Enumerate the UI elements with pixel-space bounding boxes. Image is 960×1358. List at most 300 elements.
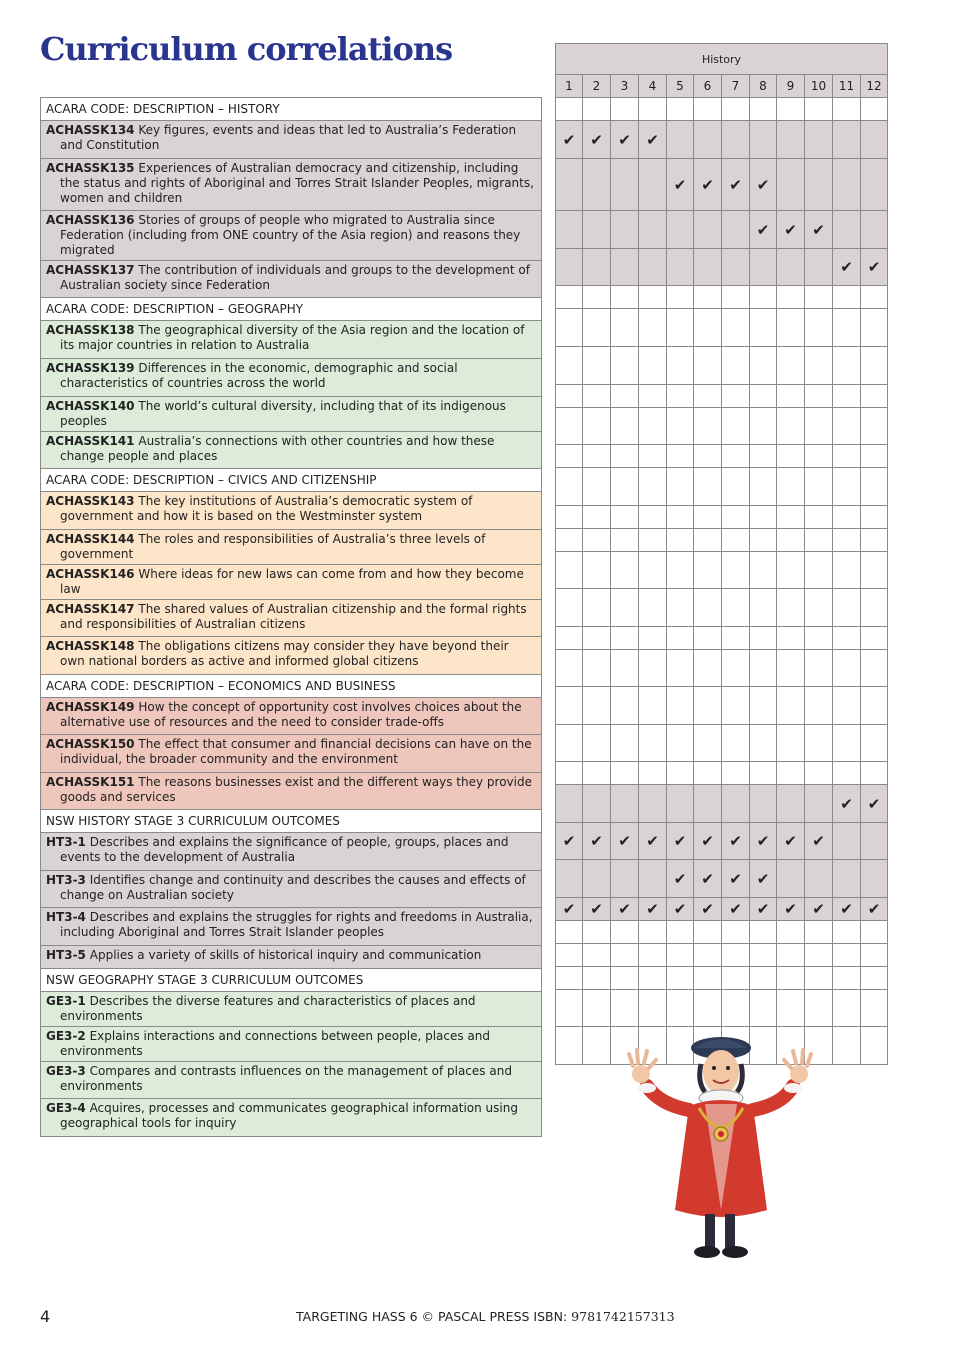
mayor-illustration [625, 1034, 815, 1264]
checklist-cell [556, 445, 583, 468]
section-header-row [41, 675, 542, 698]
outcome-description [46, 639, 537, 669]
check-mark-icon: ✔ [562, 832, 576, 850]
checklist-cell [556, 627, 583, 650]
checklist-row [556, 552, 888, 589]
outcome-description [46, 948, 537, 963]
activity-checklist-grid [555, 43, 888, 1065]
checklist-row [556, 121, 888, 159]
check-mark-icon: ✔ [590, 832, 603, 850]
checklist-cell [833, 921, 861, 944]
checklist-cell [777, 627, 805, 650]
checklist-cell [639, 385, 667, 408]
outcome-cell [41, 833, 542, 871]
check-mark-icon: ✔ [867, 900, 881, 918]
checklist-cell [611, 552, 639, 589]
checklist-cell [722, 589, 750, 627]
checklist-cell [750, 211, 777, 249]
checklist-cell [694, 309, 722, 347]
section-header-text: NSW GEOGRAPHY STAGE 3 CURRICULUM OUTCOMES [46, 972, 364, 987]
check-mark-icon: ✔ [840, 258, 853, 276]
checklist-cell [722, 860, 750, 898]
checklist-cell [750, 650, 777, 687]
check-mark-icon: ✔ [729, 869, 742, 888]
checklist-cell [611, 385, 639, 408]
outcome-description [46, 910, 537, 940]
checklist-cell [750, 98, 777, 121]
checklist-cell [861, 552, 888, 589]
section-header-row [41, 298, 542, 321]
checklist-cell [833, 529, 861, 552]
check-mark-icon: ✔ [784, 832, 797, 850]
checklist-cell [611, 860, 639, 898]
checklist-cell [611, 529, 639, 552]
checklist-cell [805, 385, 833, 408]
checklist-cell [777, 589, 805, 627]
checklist-cell [694, 785, 722, 823]
checklist-cell [833, 408, 861, 445]
checklist-cell [556, 249, 583, 286]
checklist-cell [777, 860, 805, 898]
section-header-row [41, 469, 542, 492]
grid-column-number: 2 [583, 75, 611, 98]
checklist-cell [805, 552, 833, 589]
outcome-text: Describes and explains the struggles for rights and freedoms in Australia, including Aboriginal and Torres Strait Islander peoples [60, 910, 533, 939]
checklist-cell [777, 967, 805, 990]
outcome-description [46, 213, 537, 258]
checklist-cell [556, 506, 583, 529]
grid-column-number: 10 [805, 75, 833, 98]
checklist-cell [750, 921, 777, 944]
checklist-cell [639, 762, 667, 785]
check-mark-icon: ✔ [840, 900, 853, 918]
checklist-cell [722, 650, 750, 687]
curriculum-descriptions-table [40, 97, 542, 1137]
outcome-text: Differences in the economic, demographic and social characteristics of countries across the world [60, 361, 458, 390]
checklist-cell [750, 762, 777, 785]
checklist-cell [611, 211, 639, 249]
outcome-row [41, 1027, 542, 1062]
checklist-cell [611, 823, 639, 860]
checklist-cell [639, 860, 667, 898]
checklist-cell [861, 967, 888, 990]
checklist-cell [861, 650, 888, 687]
checklist-cell [833, 98, 861, 121]
checklist-cell [777, 687, 805, 725]
checklist-cell [750, 468, 777, 506]
checklist-cell [556, 823, 583, 860]
checklist-cell [861, 589, 888, 627]
checklist-cell [861, 921, 888, 944]
checklist-cell [639, 921, 667, 944]
checklist-cell [777, 529, 805, 552]
grid-group-label: History [556, 44, 888, 75]
outcome-code: ACHASSK144 [46, 532, 135, 546]
outcome-description [46, 1101, 537, 1131]
checklist-cell [556, 762, 583, 785]
checklist-row [556, 650, 888, 687]
checklist-cell [694, 121, 722, 159]
checklist-cell [611, 445, 639, 468]
checklist-cell [583, 589, 611, 627]
outcome-code: GE3-3 [46, 1064, 86, 1078]
outcome-description [46, 323, 537, 353]
checklist-cell [694, 944, 722, 967]
outcome-text: The shared values of Australian citizenship and the formal rights and responsibilities of Australian citizens [60, 602, 527, 631]
checklist-cell [861, 990, 888, 1027]
section-header-cell [41, 98, 542, 121]
checklist-cell [722, 552, 750, 589]
checklist-cell [861, 687, 888, 725]
checklist-cell [833, 589, 861, 627]
outcome-cell [41, 698, 542, 735]
check-mark-icon: ✔ [646, 900, 659, 918]
checklist-cell [694, 898, 722, 921]
checklist-cell [861, 898, 888, 921]
outcome-description [46, 994, 537, 1024]
checklist-cell [833, 1027, 861, 1065]
checklist-cell [667, 309, 694, 347]
checklist-cell [639, 98, 667, 121]
outcome-row [41, 359, 542, 397]
check-mark-icon: ✔ [701, 175, 714, 194]
outcome-text: Identifies change and continuity and describes the causes and effects of change on Australian society [60, 873, 526, 902]
outcome-description [46, 567, 537, 597]
checklist-cell [583, 98, 611, 121]
checklist-cell [639, 898, 667, 921]
checklist-cell [750, 725, 777, 762]
checklist-cell [667, 506, 694, 529]
checklist-cell [667, 98, 694, 121]
checklist-cell [833, 762, 861, 785]
checklist-cell [556, 408, 583, 445]
checklist-cell [556, 121, 583, 159]
checklist-cell [667, 249, 694, 286]
check-mark-icon: ✔ [840, 794, 853, 813]
outcome-code: ACHASSK140 [46, 399, 135, 413]
checklist-cell [833, 823, 861, 860]
checklist-cell [833, 944, 861, 967]
outcome-row [41, 992, 542, 1027]
outcome-description [46, 123, 537, 153]
checklist-cell [694, 347, 722, 385]
checklist-cell [750, 589, 777, 627]
checklist-cell [777, 445, 805, 468]
checklist-cell [611, 159, 639, 211]
outcome-row [41, 121, 542, 159]
checklist-cell [667, 687, 694, 725]
checklist-cell [639, 286, 667, 309]
checklist-cell [833, 552, 861, 589]
checklist-cell [805, 627, 833, 650]
checklist-cell [583, 990, 611, 1027]
checklist-cell [833, 211, 861, 249]
checklist-cell [556, 589, 583, 627]
checklist-cell [639, 211, 667, 249]
outcome-code: GE3-2 [46, 1029, 86, 1043]
checklist-row [556, 385, 888, 408]
outcome-text: Compares and contrasts influences on the management of places and environments [60, 1064, 512, 1093]
checklist-cell [861, 347, 888, 385]
checklist-cell [694, 627, 722, 650]
check-mark-icon: ✔ [756, 832, 770, 850]
checklist-cell [861, 529, 888, 552]
outcome-code: ACHASSK150 [46, 737, 135, 751]
outcome-row [41, 600, 542, 637]
checklist-cell [583, 650, 611, 687]
checklist-cell [777, 990, 805, 1027]
outcome-code: ACHASSK139 [46, 361, 135, 375]
checklist-cell [667, 785, 694, 823]
checklist-cell [556, 967, 583, 990]
checklist-cell [611, 98, 639, 121]
checklist-cell [777, 785, 805, 823]
checklist-cell [639, 506, 667, 529]
checklist-cell [667, 823, 694, 860]
checklist-cell [722, 159, 750, 211]
checklist-cell [556, 552, 583, 589]
outcome-row [41, 1099, 542, 1137]
outcome-cell [41, 261, 542, 298]
section-header-text: ACARA CODE: DESCRIPTION – ECONOMICS AND BUSINESS [46, 678, 396, 693]
checklist-cell [639, 967, 667, 990]
checklist-cell [667, 347, 694, 385]
checklist-cell [556, 159, 583, 211]
section-header-text: ACARA CODE: DESCRIPTION – GEOGRAPHY [46, 301, 304, 316]
checklist-cell [556, 347, 583, 385]
footer-text: TARGETING HASS 6 © PASCAL PRESS ISBN: [296, 1309, 568, 1324]
outcome-text: Acquires, processes and communicates geographical information using geographical tools for inquiry [60, 1101, 518, 1130]
outcome-cell [41, 565, 542, 600]
outcome-row [41, 698, 542, 735]
checklist-row [556, 967, 888, 990]
outcome-description [46, 263, 537, 293]
outcome-row [41, 637, 542, 675]
page-number: 4 [40, 1307, 51, 1326]
checklist-row [556, 408, 888, 445]
checklist-cell [667, 445, 694, 468]
checklist-cell [750, 347, 777, 385]
outcome-cell [41, 359, 542, 397]
outcome-description [46, 737, 537, 767]
checklist-cell [583, 159, 611, 211]
outcome-description [46, 361, 537, 391]
checklist-cell [611, 121, 639, 159]
checklist-cell [722, 468, 750, 506]
checklist-cell [722, 249, 750, 286]
checklist-cell [611, 785, 639, 823]
checklist-cell [583, 249, 611, 286]
checklist-cell [722, 627, 750, 650]
checklist-cell [861, 408, 888, 445]
checklist-cell [833, 286, 861, 309]
checklist-cell [556, 1027, 583, 1065]
outcome-description [46, 835, 537, 865]
checklist-cell [694, 408, 722, 445]
outcome-cell [41, 773, 542, 810]
check-mark-icon: ✔ [618, 900, 631, 918]
checklist-cell [667, 529, 694, 552]
checklist-cell [722, 385, 750, 408]
checklist-cell [611, 589, 639, 627]
checklist-cell [777, 552, 805, 589]
outcome-row [41, 833, 542, 871]
grid-column-number: 8 [750, 75, 777, 98]
checklist-cell [583, 408, 611, 445]
checklist-cell [777, 249, 805, 286]
checklist-cell [639, 445, 667, 468]
checklist-cell [694, 286, 722, 309]
checklist-cell [667, 860, 694, 898]
checklist-cell [750, 687, 777, 725]
checklist-cell [833, 159, 861, 211]
checklist-cell [750, 529, 777, 552]
outcome-cell [41, 530, 542, 565]
checklist-cell [583, 309, 611, 347]
checklist-cell [722, 347, 750, 385]
outcome-cell [41, 946, 542, 969]
checklist-cell [805, 468, 833, 506]
checklist-cell [805, 309, 833, 347]
checklist-cell [722, 211, 750, 249]
checklist-row [556, 725, 888, 762]
checklist-cell [861, 468, 888, 506]
outcome-code: GE3-4 [46, 1101, 86, 1115]
checklist-cell [611, 627, 639, 650]
outcome-text: Describes the diverse features and characteristics of places and environments [60, 994, 476, 1023]
checklist-cell [777, 506, 805, 529]
checklist-cell [583, 286, 611, 309]
outcome-row [41, 735, 542, 773]
check-mark-icon: ✔ [618, 130, 631, 149]
checklist-cell [583, 121, 611, 159]
checklist-cell [583, 627, 611, 650]
outcome-text: Australia’s connections with other countries and how these change people and places [60, 434, 495, 463]
checklist-cell [805, 589, 833, 627]
checklist-cell [694, 860, 722, 898]
checklist-cell [583, 468, 611, 506]
checklist-cell [722, 286, 750, 309]
checklist-row [556, 990, 888, 1027]
section-header-cell [41, 969, 542, 992]
outcome-description [46, 1029, 537, 1059]
checklist-row [556, 627, 888, 650]
checklist-cell [583, 385, 611, 408]
checklist-cell [750, 445, 777, 468]
outcome-text: The obligations citizens may consider they have beyond their own national borders as active and informed global citizens [60, 639, 509, 668]
checklist-cell [611, 286, 639, 309]
checklist-cell [861, 823, 888, 860]
checklist-cell [667, 650, 694, 687]
checklist-cell [694, 159, 722, 211]
checklist-cell [639, 589, 667, 627]
checklist-cell [722, 898, 750, 921]
checklist-cell [861, 860, 888, 898]
checklist-cell [583, 898, 611, 921]
checklist-cell [611, 898, 639, 921]
outcome-description [46, 700, 537, 730]
checklist-cell [694, 967, 722, 990]
checklist-row [556, 687, 888, 725]
grid-column-number: 12 [861, 75, 888, 98]
checklist-cell [667, 589, 694, 627]
outcome-text: The reasons businesses exist and the different ways they provide goods and services [60, 775, 532, 804]
checklist-row [556, 506, 888, 529]
checklist-cell [861, 785, 888, 823]
checklist-cell [556, 286, 583, 309]
checklist-body [556, 44, 888, 1065]
grid-column-number: 3 [611, 75, 639, 98]
checklist-cell [722, 506, 750, 529]
checklist-cell [750, 627, 777, 650]
grid-column-number: 6 [694, 75, 722, 98]
checklist-cell [556, 529, 583, 552]
outcome-text: Key figures, events and ideas that led to Australia’s Federation and Constitution [60, 123, 517, 152]
checklist-cell [833, 347, 861, 385]
checklist-cell [694, 385, 722, 408]
checklist-cell [639, 944, 667, 967]
checklist-cell [694, 529, 722, 552]
outcome-code: HT3-5 [46, 948, 86, 962]
checklist-cell [861, 506, 888, 529]
outcome-cell [41, 397, 542, 432]
checklist-cell [833, 725, 861, 762]
outcome-description [46, 161, 537, 206]
check-mark-icon: ✔ [590, 130, 603, 149]
outcome-cell [41, 321, 542, 359]
checklist-row [556, 98, 888, 121]
checklist-cell [722, 408, 750, 445]
checklist-cell [583, 762, 611, 785]
checklist-cell [611, 687, 639, 725]
check-mark-icon: ✔ [701, 832, 714, 850]
checklist-row [556, 286, 888, 309]
checklist-cell [583, 785, 611, 823]
checklist-cell [722, 762, 750, 785]
checklist-cell [556, 725, 583, 762]
checklist-row [556, 898, 888, 921]
checklist-cell [805, 286, 833, 309]
checklist-row [556, 860, 888, 898]
checklist-cell [639, 309, 667, 347]
checklist-cell [805, 944, 833, 967]
section-header-text: ACARA CODE: DESCRIPTION – CIVICS AND CITIZENSHIP [46, 472, 377, 487]
checklist-cell [611, 650, 639, 687]
outcome-row [41, 908, 542, 946]
checklist-cell [722, 445, 750, 468]
outcome-cell [41, 211, 542, 261]
outcome-cell [41, 1099, 542, 1137]
outcome-code: ACHASSK135 [46, 161, 135, 175]
outcome-code: ACHASSK137 [46, 263, 135, 277]
checklist-cell [805, 650, 833, 687]
outcome-row [41, 871, 542, 908]
checklist-cell [833, 898, 861, 921]
checklist-cell [722, 944, 750, 967]
checklist-cell [694, 468, 722, 506]
checklist-cell [639, 347, 667, 385]
checklist-row [556, 211, 888, 249]
checklist-cell [805, 249, 833, 286]
checklist-cell [805, 823, 833, 860]
outcome-row [41, 946, 542, 969]
checklist-cell [611, 967, 639, 990]
checklist-cell [833, 687, 861, 725]
grid-column-number: 1 [556, 75, 583, 98]
checklist-cell [639, 121, 667, 159]
checklist-cell [833, 990, 861, 1027]
checklist-cell [639, 408, 667, 445]
